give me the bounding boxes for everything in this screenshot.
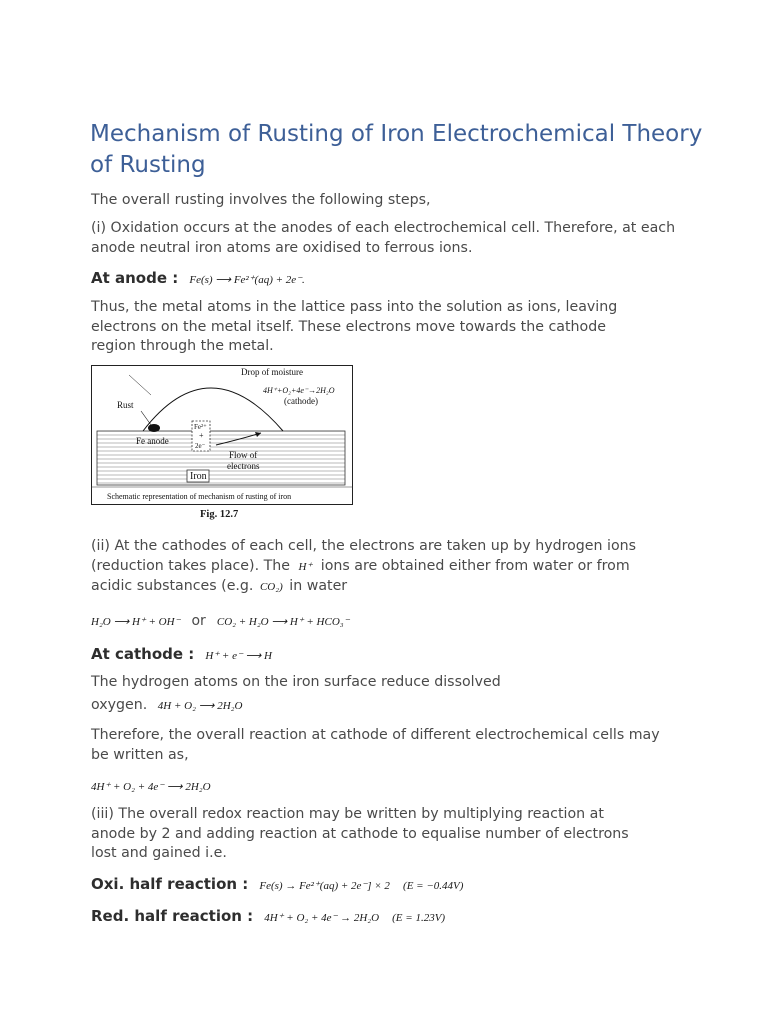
rust-label: Rust [117,400,134,410]
intro-paragraph: The overall rusting involves the following steps, [91,192,431,208]
acid-equation: CO₂ + H₂O ⟶ H⁺ + HCO₃⁻ [216,616,350,628]
step-2-text-d: in water [289,578,348,594]
anode-equation-line [91,268,305,287]
figure-number: Fig. 12.7 [200,509,239,520]
plus-label: + [199,431,204,440]
flow-label-2: electrons [227,461,260,471]
step-1-paragraph: (i) Oxidation occurs at the anodes of each electrochemical cell. Therefore, at each anode neutral iron atoms are oxidised to ferrous ions. [91,220,676,256]
rust-blob [148,424,160,432]
step-2-line-1: (ii) At the cathodes of each cell, the electrons are taken up by hydrogen ions [91,538,637,554]
lattice-paragraph: Thus, the metal atoms in the lattice pass into the solution as ions, leaving electrons on the metal itself. These electrons move towards the cathode region through the metal. [91,299,618,354]
rusting-figure [91,365,353,505]
iron-block [97,431,345,485]
oxi-potential: (E = −0.44V) [403,880,464,892]
fe-ion-label: Fe²⁺ [194,423,207,431]
step-2-line-3 [91,577,691,598]
step-2-text-b: ions are obtained either from water or from [320,558,630,574]
cathode-figure-label: (cathode) [284,396,318,406]
anode-equation: Fe(s) ⟶ Fe²⁺(aq) + 2e⁻. [189,274,305,286]
water-acid-equations [91,610,349,629]
red-potential: (E = 1.23V) [392,912,446,924]
step-2-text-a: (reduction takes place). The [91,558,290,574]
reduction-half-reaction [91,906,445,925]
figure-caption: Schematic representation of mechanism of rusting of iron [107,492,292,501]
oxygen-word: oxygen. [91,697,148,713]
water-equation: H₂O ⟶ H⁺ + OH⁻ [91,616,181,628]
step-2-text-c: acidic substances (e.g. [91,578,254,594]
h-plus-symbol: H⁺ [298,561,313,573]
rusting-diagram [91,365,353,505]
overall-paragraph: Therefore, the overall reaction at cathode of different electrochemical cells may be written as, [91,727,660,763]
oxidation-half-reaction [91,874,463,893]
step-2-line-2 [91,557,691,578]
iron-label: Iron [190,471,207,482]
cathode-equation-line [91,644,272,663]
cathode-label: At cathode : [91,645,195,663]
step-3-paragraph: (iii) The overall redox reaction may be written by multiplying reaction at anode by 2 and adding reaction at cathode to equalise number of electrons lost and gained i.e. [91,806,629,861]
fe-anode-label: Fe anode [136,436,169,446]
overall-equation-line [91,775,211,794]
drop-label: Drop of moisture [241,367,303,377]
anode-label: At anode : [91,269,179,287]
electron-label: 2e⁻ [195,442,206,450]
flow-label-1: Flow of [229,450,258,460]
page-title: Mechanism of Rusting of Iron Electrochemical Theory of Rusting [90,121,703,178]
or-text: or [191,613,206,629]
hydrogen-paragraph-line-1: The hydrogen atoms on the iron surface reduce dissolved [91,674,501,690]
oxygen-equation: 4H + O₂ ⟶ 2H₂O [157,700,243,712]
cathode-equation: H⁺ + e⁻ ⟶ H [205,650,272,662]
red-equation: 4H⁺ + O₂ + 4e⁻ → 2H₂O [264,912,380,924]
red-label: Red. half reaction : [91,907,254,925]
oxi-label: Oxi. half reaction : [91,875,249,893]
co2-symbol: CO₂) [259,581,283,593]
drop-equation: 4H⁺+O₂+4e⁻→2H₂O [263,386,335,395]
oxi-equation: Fe(s) → Fe²⁺(aq) + 2e⁻] × 2 [259,880,390,892]
hydrogen-paragraph-line-2 [91,696,691,717]
overall-equation: 4H⁺ + O₂ + 4e⁻ ⟶ 2H₂O [91,781,211,793]
